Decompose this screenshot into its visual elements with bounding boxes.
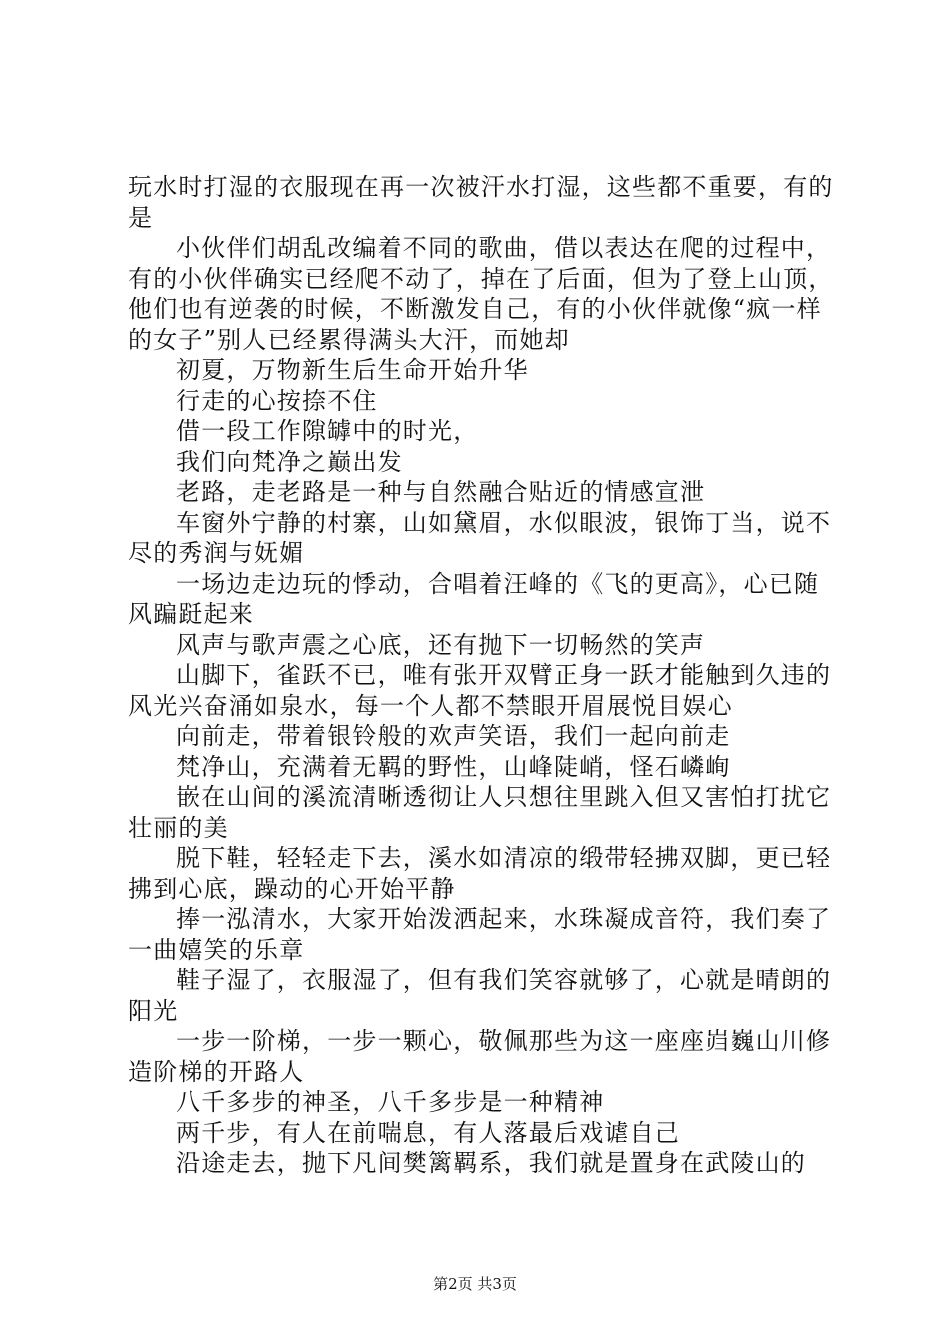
document-body bbox=[128, 172, 838, 1179]
paragraph: 一步一阶梯，一步一颗心，敬佩那些为这一座座岿巍山川修造阶梯的开路人 bbox=[128, 1027, 832, 1086]
paragraph: 玩水时打湿的衣服现在再一次被汗水打湿，这些都不重要，有的是 bbox=[128, 173, 834, 232]
paragraph: 小伙伴们胡乱改编着不同的歌曲，借以表达在爬的过程中，有的小伙伴确实已经爬不动了，掉在了后面，但为了登上山顶，他们也有逆袭的时候，不断激发自己，有的小伙伴就像“疯一样的女子”别人已经累得满头大汗，而她却 bbox=[128, 234, 834, 354]
paragraph: 沿途走去，抛下凡间樊篱羁系，我们就是置身在武陵山的 bbox=[176, 1149, 806, 1177]
paragraph: 捧一泓清水，大家开始泼洒起来，水珠凝成音符，我们奏了一曲嬉笑的乐章 bbox=[128, 905, 832, 964]
paragraph: 我们向梵净之巅出发 bbox=[176, 447, 403, 476]
paragraph: 两千步，有人在前喘息，有人落最后戏谑自己 bbox=[176, 1118, 680, 1147]
paragraph: 八千多步的神圣，八千多步是一种精神 bbox=[176, 1088, 605, 1116]
paragraph: 向前走，带着银铃般的欢声笑语，我们一起向前走 bbox=[176, 722, 731, 750]
paragraph: 老路，走老路是一种与自然融合贴近的情感宣泄 bbox=[176, 478, 706, 506]
paragraph: 初夏，万物新生后生命开始升华 bbox=[176, 356, 529, 384]
paragraph: 风声与歌声震之心底，还有抛下一切畅然的笑声 bbox=[176, 630, 706, 659]
page-number-label: 第2页 共3页 bbox=[433, 1275, 517, 1293]
paragraph: 山脚下，雀跃不已，唯有张开双臂正身一跃才能触到久违的风光兴奋涌如泉水，每一个人都不禁眼开眉展悦目娱心 bbox=[128, 661, 832, 720]
paragraph: 嵌在山间的溪流清晰透彻让人只想往里跳入但又害怕打扰它壮丽的美 bbox=[128, 783, 832, 842]
paragraph: 行走的心按捺不住 bbox=[176, 386, 378, 415]
paragraph: 一场边走边玩的悸动，合唱着汪峰的《飞的更高》，心已随风蹁跹起来 bbox=[128, 569, 820, 628]
paragraph: 脱下鞋，轻轻走下去，溪水如清凉的缎带轻拂双脚，更已轻拂到心底，躁动的心开始平静 bbox=[128, 844, 832, 903]
paragraph: 梵净山，充满着无羁的野性，山峰陡峭，怪石嶙峋 bbox=[176, 752, 731, 781]
paragraph: 车窗外宁静的村寨，山如黛眉，水似眼波，银饰丁当，说不尽的秀润与妩媚 bbox=[128, 508, 832, 567]
paragraph: 鞋子湿了，衣服湿了，但有我们笑容就够了，心就是晴朗的阳光 bbox=[128, 966, 832, 1025]
page-footer bbox=[0, 1274, 950, 1294]
paragraph: 借一段工作隙罅中的时光， bbox=[176, 417, 479, 445]
